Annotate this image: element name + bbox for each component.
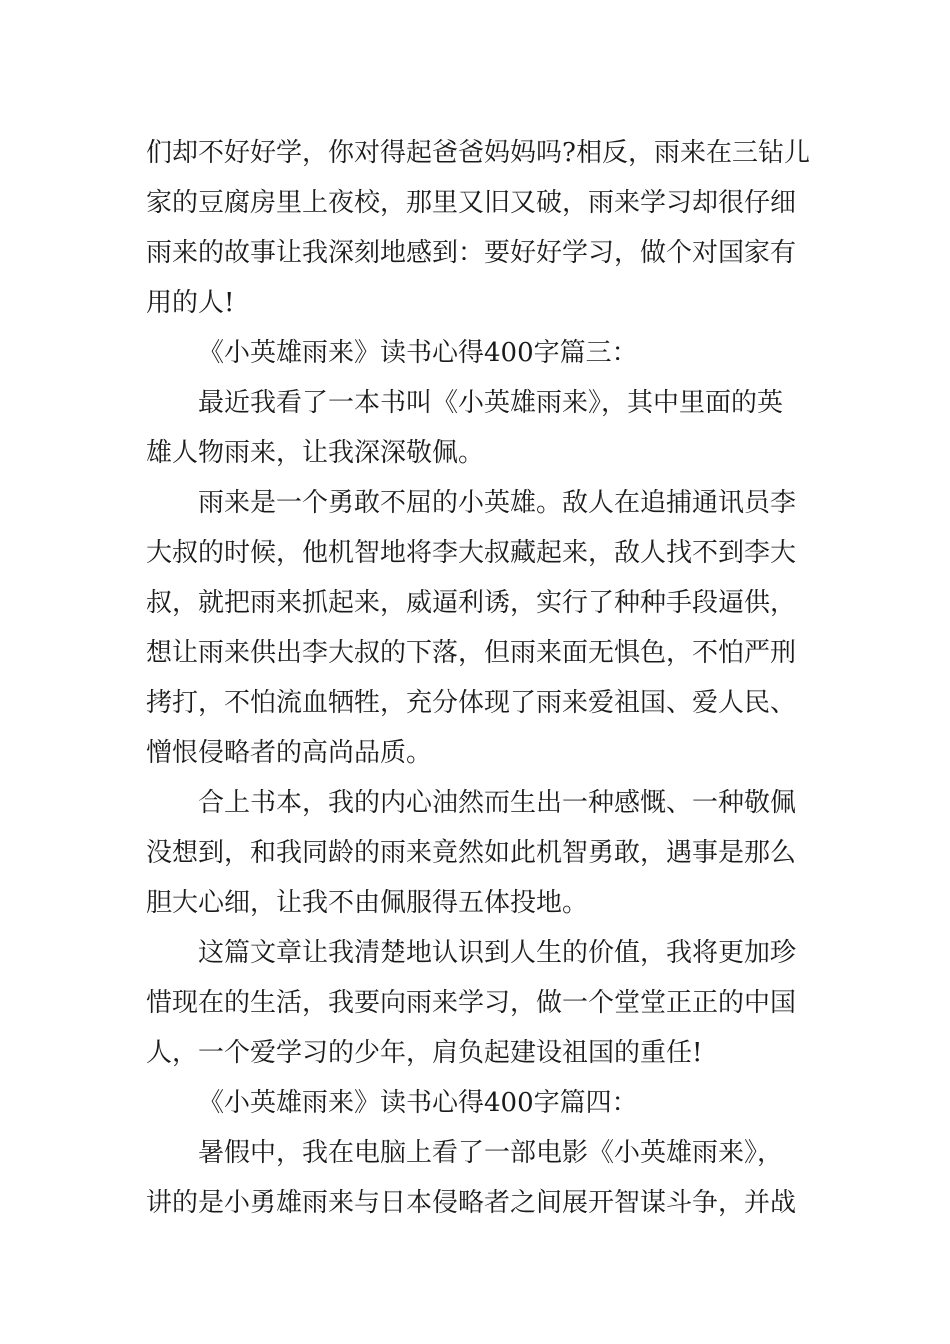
text-line: 想让雨来供出李大叔的下落，但雨来面无惧色，不怕严刑	[146, 638, 797, 668]
text-line: 没想到，和我同龄的雨来竟然如此机智勇敢，遇事是那么	[146, 838, 797, 868]
paragraph-start-line: 这篇文章让我清楚地认识到人生的价值，我将更加珍	[198, 938, 797, 968]
text-line: 讲的是小勇雄雨来与日本侵略者之间展开智谋斗争，并战	[146, 1188, 797, 1218]
text-line: 雨来的故事让我深刻地感到：要好好学习，做个对国家有	[146, 238, 797, 268]
text-line: 憎恨侵略者的高尚品质。	[146, 738, 433, 768]
paragraph-start-line: 雨来是一个勇敢不屈的小英雄。敌人在追捕通讯员李	[198, 488, 797, 518]
text-line: 家的豆腐房里上夜校，那里又旧又破，雨来学习却很仔细	[146, 188, 797, 218]
document-body	[146, 128, 811, 1228]
text-line: 胆大心细，让我不由佩服得五体投地。	[146, 888, 589, 918]
text-line: 叔，就把雨来抓起来，威逼利诱，实行了种种手段逼供，	[146, 588, 797, 618]
paragraph-start-line: 暑假中，我在电脑上看了一部电影《小英雄雨来》，	[198, 1138, 784, 1168]
text-line: 用的人!	[146, 288, 235, 318]
paragraph-start-line: 最近我看了一本书叫《小英雄雨来》，其中里面的英	[198, 388, 784, 418]
text-line: 人，一个爱学习的少年，肩负起建设祖国的重任!	[146, 1038, 703, 1068]
section-heading: 《小英雄雨来》读书心得400字篇四：	[198, 1088, 638, 1118]
text-line: 拷打，不怕流血牺牲，充分体现了雨来爱祖国、爱人民、	[146, 688, 797, 718]
paragraph-start-line: 合上书本，我的内心油然而生出一种感慨、一种敬佩	[198, 788, 797, 818]
text-line: 雄人物雨来，让我深深敬佩。	[146, 438, 485, 468]
text-line: 惜现在的生活，我要向雨来学习，做一个堂堂正正的中国	[146, 988, 797, 1018]
text-line: 大叔的时候，他机智地将李大叔藏起来，敌人找不到李大	[146, 538, 797, 568]
section-heading: 《小英雄雨来》读书心得400字篇三：	[198, 338, 638, 368]
text-line: 们却不好好学，你对得起爸爸妈妈吗?相反，雨来在三钻儿	[146, 138, 810, 168]
